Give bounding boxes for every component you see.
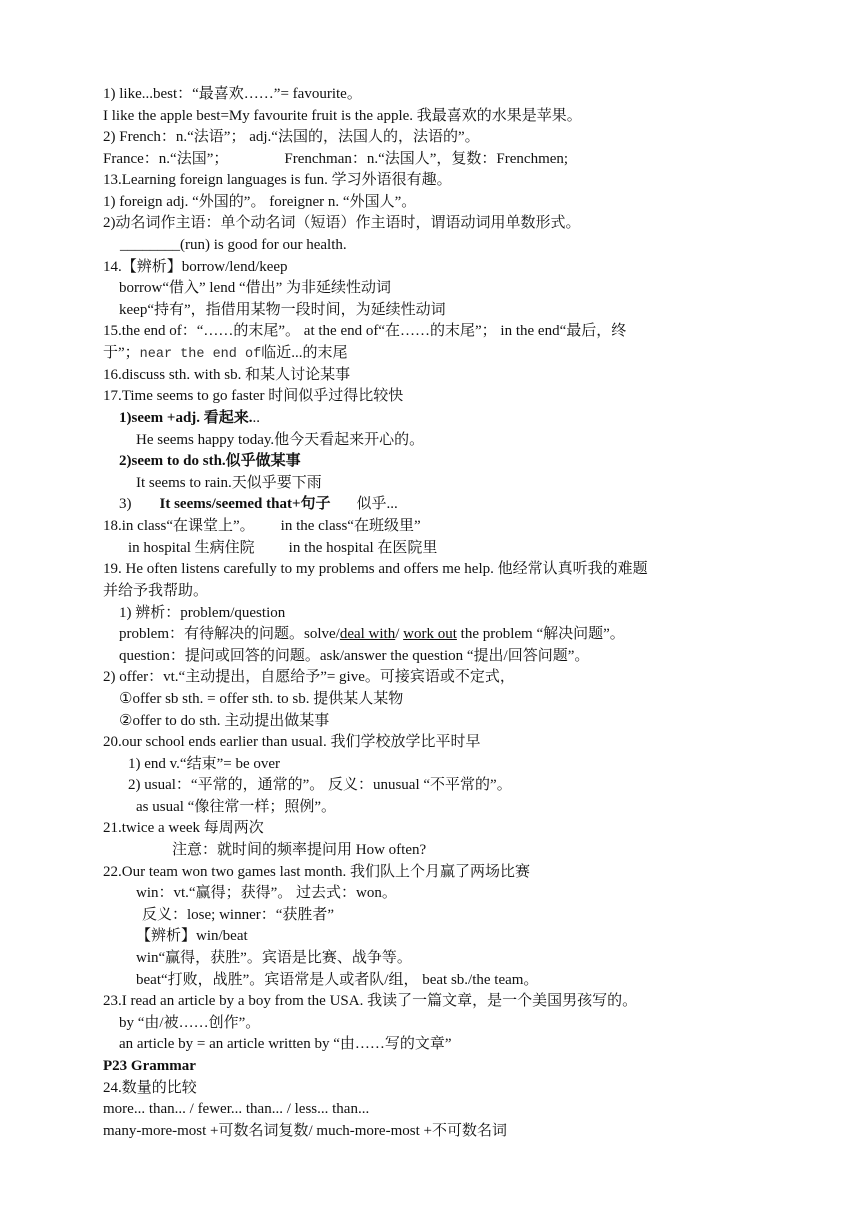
- seem-adj-label: 1)seem +adj. 看起来.: [119, 410, 253, 426]
- note-win: win：vt.“赢得；获得”。 过去式：won。: [136, 885, 397, 901]
- note-question: question：提问或回答的问题。ask/answer the question “提出/回答问题”。: [119, 648, 590, 664]
- note-problem-question: 1) 辨析：problem/question: [119, 605, 286, 621]
- exercise-run: ________(run) is good for our health.: [120, 237, 347, 253]
- note-france: [103, 149, 568, 169]
- note-keep: keep“持有”，指借用某物一段时间，为延续性动词: [119, 302, 446, 318]
- note-usual: 2) usual：“平常的，通常的”。 反义：unusual “不平常的”。: [128, 777, 512, 793]
- note-more-than: more... than... / fewer... than... / less... than...: [103, 1101, 370, 1117]
- item-17-heading: 17.Time seems to go faster 时间似乎过得比较快: [103, 388, 404, 404]
- it-seems-that-label: It seems/seemed that+句子: [159, 496, 331, 512]
- note-seem-to-do: 2)seem to do sth.似乎做某事: [119, 453, 301, 469]
- note-in-hospital: [128, 538, 437, 558]
- item-24-heading: 24.数量的比较: [103, 1080, 197, 1096]
- note-gerund-subject: 2)动名词作主语：单个动名词（短语）作主语时，谓语动词用单数形式。: [103, 215, 581, 231]
- item-16-heading: 16.discuss sth. with sb. 和某人讨论某事: [103, 367, 351, 383]
- item-21-heading: 21.twice a week 每周两次: [103, 820, 264, 836]
- note-problem: [119, 624, 625, 644]
- in-hospital-term: in hospital 生病住院: [128, 540, 255, 556]
- near-the-end-of-meaning: 临近...的末尾: [261, 345, 348, 361]
- item-23-heading: 23.I read an article by a boy from the USA. 我读了一篇文章，是一个美国男孩写的。: [103, 993, 638, 1009]
- note-how-often: 注意：就时间的频率提问用 How often?: [172, 842, 427, 858]
- note-offer-to-do: ②offer to do sth. 主动提出做某事: [119, 713, 330, 729]
- in-the-class-term: in the class“在班级里”: [280, 518, 421, 534]
- item-15-continued: [103, 343, 347, 363]
- deal-with-term: deal with: [339, 626, 396, 642]
- note-article-by: an article by = an article written by “由……写的文章”: [119, 1036, 452, 1052]
- note-offer: 2) offer：vt.“主动提出，自愿给予”= give。可接宾语或不定式，: [103, 669, 515, 685]
- work-out-term: work out: [403, 626, 457, 642]
- example-seems-happy: He seems happy today.他今天看起来开心的。: [136, 432, 425, 448]
- it-seems-that-meaning: 似乎...: [356, 496, 398, 512]
- item-15-end: 于”；: [103, 345, 140, 361]
- note-by: by “由/被……创作”。: [119, 1015, 261, 1031]
- seem-adj-ellipsis: ..: [252, 410, 261, 426]
- note-it-seems-that: [119, 494, 398, 514]
- item-18-heading: [103, 516, 421, 536]
- example-seems-rain: It seems to rain.天似乎要下雨: [136, 475, 322, 491]
- note-foreign: 1) foreign adj. “外国的”。 foreigner n. “外国人”。: [103, 194, 417, 210]
- note-win-beat: 【辨析】win/beat: [136, 928, 248, 944]
- in-class-term: 18.in class“在课堂上”。: [103, 518, 255, 534]
- in-the-hospital-term: in the hospital 在医院里: [288, 540, 438, 556]
- item-19-heading: 19. He often listens carefully to my problems and offers me help. 他经常认真听我的难题: [103, 561, 648, 577]
- note-borrow-lend: borrow“借入” lend “借出” 为非延续性动词: [119, 280, 392, 296]
- note-french: 2) French：n.“法语”； adj.“法国的，法国人的，法语的”。: [103, 129, 480, 145]
- note-lose-winner: 反义：lose; winner：“获胜者”: [142, 907, 335, 923]
- note-like-best: 1) like...best：“最喜欢……”= favourite。: [103, 86, 362, 102]
- note-offer-sb-sth: ①offer sb sth. = offer sth. to sb. 提供某人某物: [119, 691, 404, 707]
- item-19-continued: 并给予我帮助。: [103, 583, 209, 599]
- note-end: 1) end v.“结束”= be over: [128, 756, 281, 772]
- note-3-number: 3): [119, 496, 132, 512]
- note-win-meaning: win“赢得，获胜”。宾语是比赛、战争等。: [136, 950, 412, 966]
- item-20-heading: 20.our school ends earlier than usual. 我们学校放学比平时早: [103, 734, 481, 750]
- item-22-heading: 22.Our team won two games last month. 我们队上个月赢了两场比赛: [103, 864, 531, 880]
- problem-solve-meaning: the problem “解决问题”。: [456, 626, 625, 642]
- note-as-usual: as usual “像往常一样；照例”。: [136, 799, 336, 815]
- near-the-end-of-term: near the end of: [139, 347, 262, 362]
- problem-def: problem：有待解决的问题。solve/: [119, 626, 340, 642]
- item-13-heading: 13.Learning foreign languages is fun. 学习外语很有趣。: [103, 172, 452, 188]
- note-many-much: many-more-most +可数名词复数/ much-more-most +不可数名词: [103, 1123, 507, 1139]
- france-def: France：n.“法国”；: [103, 151, 229, 167]
- frenchman-def: Frenchman：n.“法国人”，复数：Frenchmen;: [284, 151, 569, 167]
- section-heading-grammar: P23 Grammar: [103, 1058, 196, 1074]
- slash-separator: /: [395, 626, 404, 642]
- note-seem-adj: [119, 408, 260, 428]
- item-14-heading: 14.【辨析】borrow/lend/keep: [103, 259, 288, 275]
- example-apple: I like the apple best=My favourite fruit is the apple. 我最喜欢的水果是苹果。: [103, 108, 582, 124]
- item-15-heading: 15.the end of：“……的末尾”。 at the end of“在……的末尾”； in the end“最后，终: [103, 323, 627, 339]
- note-beat-meaning: beat“打败，战胜”。宾语常是人或者队/组， beat sb./the team。: [136, 972, 539, 988]
